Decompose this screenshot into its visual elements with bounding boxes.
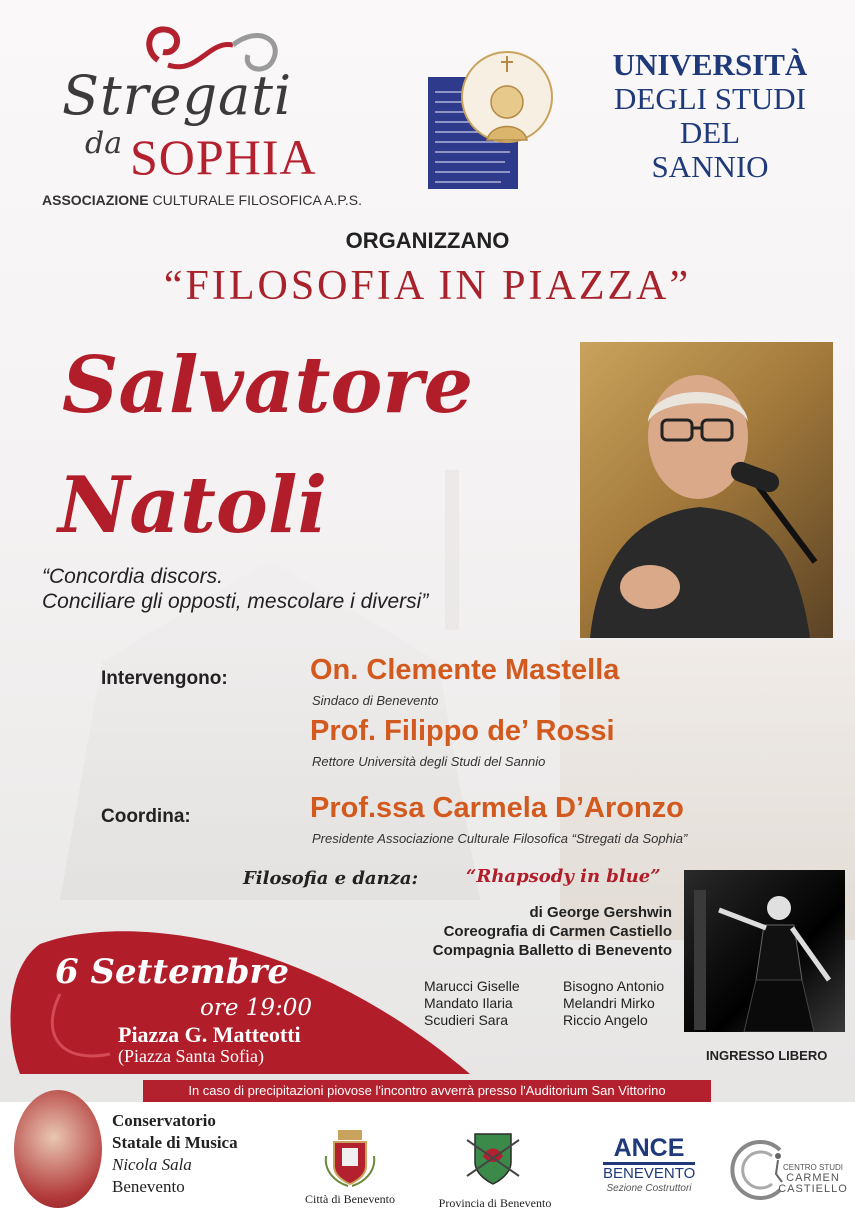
conservatorio-logo-icon: [14, 1090, 102, 1208]
talk-title-line-2: Conciliare gli opposti, mescolare i diversi”: [42, 590, 429, 613]
dancers-list-right: [563, 978, 664, 1029]
university-name: [590, 48, 830, 184]
speaker-photo: [580, 342, 833, 638]
provincia-label: Provincia di Benevento: [438, 1196, 552, 1210]
event-time: ore 19:00: [200, 995, 313, 1021]
castiello-line-2: CARMEN: [786, 1172, 840, 1184]
talk-title-line-1: “Concordia discors.: [42, 565, 223, 588]
cons-line-3: Nicola Sala: [112, 1155, 192, 1174]
credit-company: Compagnia Balletto di Benevento: [432, 942, 672, 959]
cons-line-2: Statale di Musica: [112, 1133, 238, 1152]
uni-line-1: UNIVERSITÀ: [612, 47, 808, 82]
participant-role-2: Rettore Università degli Studi del Sannio: [312, 754, 546, 769]
logo-sophia-text: SOPHIA: [130, 129, 317, 185]
credit-choreography: Coreografia di Carmen Castiello: [443, 923, 672, 940]
participant-role-1: Sindaco di Benevento: [312, 693, 439, 708]
dancer-name: Scudieri Sara: [424, 1012, 509, 1028]
credit-composer: di George Gershwin: [529, 904, 672, 921]
cons-line-1: Conservatorio: [112, 1111, 216, 1130]
organizzano-label: ORGANIZZANO: [345, 228, 510, 253]
dancer-silhouette-icon: [684, 870, 845, 1032]
castiello-line-1: CENTRO STUDI: [783, 1163, 843, 1172]
ance-section: Sezione Costruttori: [606, 1183, 692, 1194]
dance-heading: Filosofia e danza:: [243, 868, 419, 889]
event-title: “FILOSOFIA IN PIAZZA”: [163, 263, 692, 309]
speaker-last-name: Natoli: [58, 460, 328, 551]
logo-stregati-text: Stregati: [62, 64, 293, 127]
event-venue-alt: (Piazza Santa Sofia): [118, 1046, 264, 1066]
participant-name-2: Prof. Filippo de’ Rossi: [310, 715, 615, 747]
event-venue: Piazza G. Matteotti: [118, 1022, 301, 1047]
speaker-first-name: Salvatore: [62, 340, 474, 431]
coordina-label: Coordina:: [101, 806, 191, 827]
intervengono-label: Intervengono:: [101, 668, 228, 689]
participant-role-3: Presidente Associazione Culturale Filosofica “Stregati da Sophia”: [312, 831, 688, 846]
ance-city: BENEVENTO: [603, 1165, 696, 1182]
association-subtitle: ASSOCIAZIONE CULTURALE FILOSOFICA A.P.S.: [42, 192, 363, 208]
castiello-text: [778, 1162, 848, 1195]
ance-title: ANCE: [603, 1134, 695, 1165]
dance-title: “Rhapsody in blue”: [466, 866, 661, 887]
citta-crest-icon: [320, 1126, 380, 1188]
cons-line-4: Benevento: [112, 1177, 185, 1196]
dancer-name: Melandri Mirko: [563, 995, 655, 1011]
dancer-name: Bisogno Antonio: [563, 978, 665, 994]
university-seal-icon: [425, 42, 555, 192]
dancer-name: Riccio Angelo: [563, 1012, 648, 1028]
participant-name-3: Prof.ssa Carmela D’Aronzo: [310, 792, 684, 824]
free-entry-label: INGRESSO LIBERO: [706, 1048, 828, 1063]
logo-da-text: da: [85, 126, 123, 161]
uni-line-2: DEGLI STUDI: [614, 81, 806, 116]
rain-notice: In caso di precipitazioni piovose l'incontro avverrà presso l'Auditorium San Vittorino: [143, 1080, 711, 1102]
speaker-portrait-icon: [580, 342, 833, 638]
conservatorio-name: [112, 1110, 238, 1198]
uni-line-3: DEL: [679, 115, 741, 150]
dancer-photo: [684, 870, 845, 1032]
event-date: 6 Settembre: [55, 952, 290, 992]
citta-label: Città di Benevento: [305, 1192, 395, 1206]
participant-name-1: On. Clemente Mastella: [310, 654, 620, 686]
uni-line-4: SANNIO: [651, 149, 769, 184]
castiello-line-3: CASTIELLO: [778, 1183, 848, 1195]
dancer-name: Marucci Giselle: [424, 978, 520, 994]
ance-logo: [603, 1134, 695, 1194]
provincia-crest-icon: [463, 1126, 523, 1188]
dancer-name: Mandato Ilaria: [424, 995, 513, 1011]
background-obelisk: [445, 470, 459, 630]
